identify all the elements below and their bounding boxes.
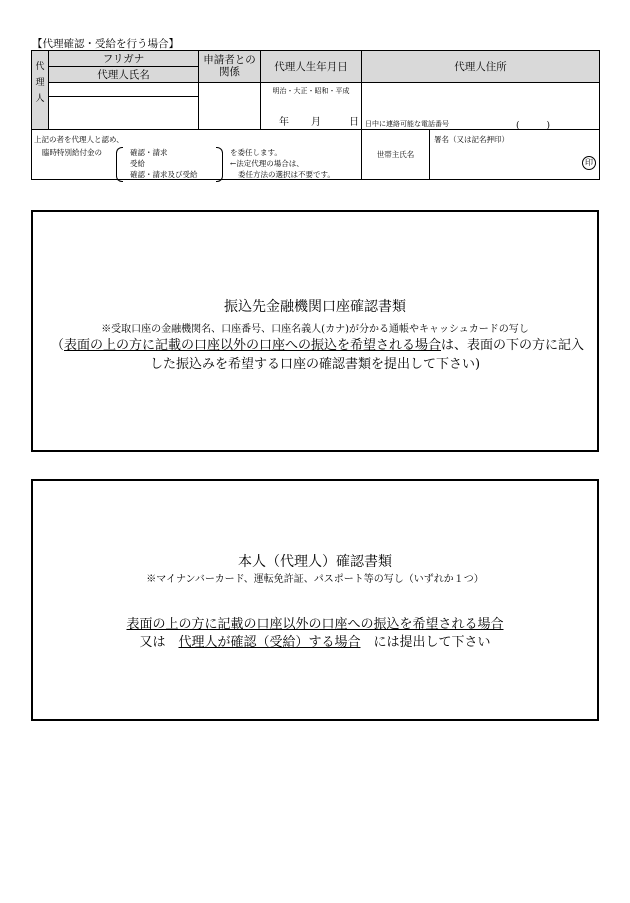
address-input[interactable] (362, 83, 600, 130)
identity-doc-note: ※マイナンバーカード、運転免許証、パスポート等の写し（いずれか１つ） (146, 574, 484, 585)
signature-cell[interactable] (430, 130, 600, 180)
identity-doc-underlined-1: 表面の上の方に記載の口座以外の口座への振込を希望される場合 (126, 617, 504, 632)
proxy-side-label (32, 51, 49, 130)
month-label: 月 (311, 117, 321, 128)
birthdate-header: 代理人生年月日 (261, 51, 362, 83)
bank-account-doc-box (31, 210, 599, 452)
bank-doc-underlined: 表面の上の方に記載の口座以外の口座への振込を希望される場合 (64, 338, 442, 353)
option-confirm-request[interactable]: 確認・請求 (130, 148, 168, 157)
identity-doc-underlined-2: 代理人が確認（受給）する場合 (178, 635, 361, 650)
side-char-2: 理 (35, 78, 45, 88)
relation-label: 申請者との関係 (203, 53, 256, 78)
birthdate-input[interactable] (261, 83, 362, 130)
right-brace (216, 147, 223, 182)
option-both[interactable]: 確認・請求及び受給 (130, 170, 198, 179)
option-receive[interactable]: 受給 (130, 159, 145, 168)
bank-doc-instruction-line1 (51, 337, 584, 355)
section-title: 【代理確認・受給を行う場合】 (32, 38, 179, 50)
phone-paren: ( ) (516, 121, 551, 131)
address-header: 代理人住所 (362, 51, 600, 83)
day-label: 日 (349, 117, 359, 128)
bank-doc-note: ※受取口座の金融機関名、口座番号、口座名義人(カナ)が分かる通帳やキャッシュカードの写し (101, 324, 529, 335)
identity-doc-rest: には提出して下さい (373, 635, 491, 650)
delegation-prefix: 臨時特別給付金の (42, 148, 102, 157)
side-char-1: 代 (35, 62, 45, 72)
era-options: 明治・大正・昭和・平成 (272, 87, 350, 95)
legal-note-1: ←法定代理の場合は、 (230, 159, 304, 168)
delegation-suffix: を委任します。 (230, 148, 282, 157)
identity-doc-line1 (33, 616, 597, 634)
relation-header (199, 51, 261, 83)
paren-open: （ (51, 338, 65, 353)
furigana-header: フリガナ (49, 51, 199, 67)
side-char-3: 人 (35, 94, 45, 104)
proxy-name-input[interactable] (49, 97, 199, 130)
seal-icon: 印 (582, 156, 596, 170)
delegation-line1: 上記の者を代理人と認め、 (34, 135, 124, 144)
legal-note-2: 委任方法の選択は不要です。 (238, 170, 335, 179)
bank-doc-rest: は、表面の下の方に記入 (441, 338, 585, 353)
proxy-name-header: 代理人氏名 (49, 67, 199, 83)
relation-input[interactable] (199, 83, 261, 130)
identity-doc-line2 (33, 634, 597, 652)
year-label: 年 (279, 117, 289, 128)
household-head-label: 世帯主氏名 (362, 130, 430, 180)
furigana-input[interactable] (49, 83, 199, 97)
bank-doc-heading: 振込先金融機関口座確認書類 (224, 299, 406, 315)
delegation-cell (32, 130, 362, 180)
or-text: 又は (139, 635, 166, 650)
proxy-form-table (31, 50, 600, 180)
left-brace (116, 147, 123, 182)
identity-doc-heading: 本人（代理人）確認書類 (238, 554, 392, 570)
bank-doc-instruction-line2: した振込みを希望する口座の確認書類を提出して下さい) (149, 357, 481, 372)
identity-doc-box (31, 479, 599, 721)
phone-label: 日中に連絡可能な電話番号 (365, 120, 449, 128)
signature-label: 署名（又は記名押印） (434, 135, 509, 144)
